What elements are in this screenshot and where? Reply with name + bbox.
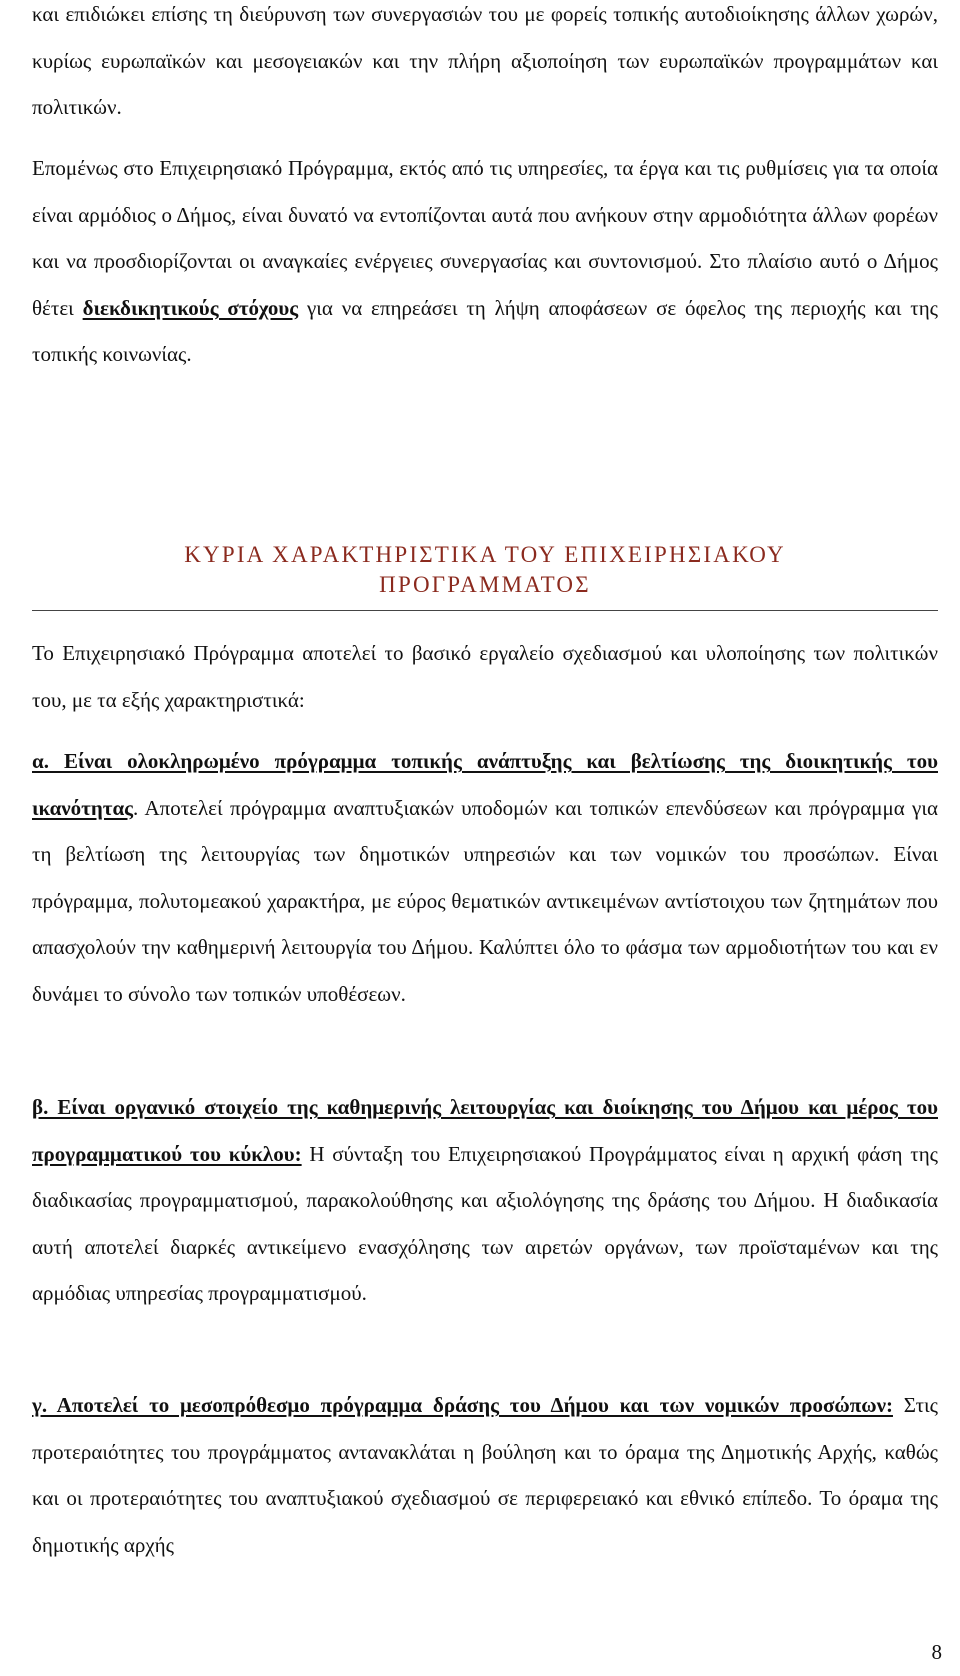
page-number: 8 <box>931 1640 942 1664</box>
paragraph-epomenos-text-1: Επομένως στο Επιχειρησιακό Πρόγραμμα, εκτός από τις υπηρεσίες, τα έργα και τις ρυθμίσεις για τα οποία είναι αρμόδιος ο Δήμος, είναι δυνατό να εντοπίζονται αυτά που ανήκουν στην αρμοδιότητα άλλων φορέων και να προσδιορίζονται οι αναγκαίες ενέργειες συνεργασίας και συντονισμού. Στο πλαίσιο αυτό ο Δήμος θέτει <box>32 156 938 320</box>
section-heading-line-1: ΚΥΡΙΑ ΧΑΡΑΚΤΗΡΙΣΤΙΚΑ ΤΟΥ ΕΠΙΧΕΙΡΗΣΙΑΚΟΥ <box>184 542 786 567</box>
heading-divider <box>32 610 938 611</box>
paragraph-intro: Το Επιχειρησιακό Πρόγραμμα αποτελεί το βασικό εργαλείο σχεδιασμού και υλοποίησης των πολιτικών του, με τα εξής χαρακτηριστικά: <box>32 641 938 712</box>
paragraph-c-text: Στις προτεραιότητες του προγράμματος αντανακλάται η βούληση και το όραμα της Δημοτικής Αρχής, καθώς και οι προτεραιότητες του αναπτυξιακού σχεδιασμού σε περιφερειακό και εθνικό επίπεδο. Το όραμα της δημοτικής αρχής <box>32 1393 938 1557</box>
paragraph-a <box>32 738 938 1018</box>
paragraph-epomenos-text-2: για να επηρεάσει τη λήψη αποφάσεων σε όφελος της περιοχής και της τοπικής κοινωνίας. <box>32 295 939 367</box>
paragraph-c <box>32 1382 938 1568</box>
paragraph-a-text: . Αποτελεί πρόγραμμα αναπτυξιακών υποδομών και τοπικών επενδύσεων και πρόγραμμα για τη βελτίωση της λειτουργίας των δημοτικών υπηρεσιών και των νομικών του προσώπων. Είναι πρόγραμμα, πολυτομεακού χαρακτήρα, με εύρος θεματικών αντικειμένων αντίστοιχου των ζητημάτων που απασχολούν την καθημερινή λειτουργία του Δήμου. Καλύπτει όλο το φάσμα των αρμοδιοτήτων του και εν δυνάμει το σύνολο των τοπικών υποθέσεων. <box>32 795 938 1006</box>
paragraph-continuation: και επιδιώκει επίσης τη διεύρυνση των συνεργασιών του με φορείς τοπικής αυτοδιοίκησης άλλων χωρών, κυρίως ευρωπαϊκών και μεσογειακών και την πλήρη αξιοποίηση των ευρωπαϊκών προγραμμάτων και πολιτικών. <box>32 2 938 120</box>
paragraph-c-bold: γ. Αποτελεί το μεσοπρόθεσμο πρόγραμμα δράσης του Δήμου και των νομικών προσώπων: <box>32 1393 893 1417</box>
paragraph-epomenos-bold: διεκδικητικούς στόχους <box>82 295 299 320</box>
paragraph-a-bold: α. Είναι ολοκληρωμένο πρόγραμμα τοπικής ανάπτυξης και βελτίωσης της διοικητικής του ικανότητας <box>32 749 938 820</box>
section-heading-line-2: ΠΡΟΓΡΑΜΜΑΤΟΣ <box>379 572 591 597</box>
paragraph-b <box>32 1084 938 1317</box>
paragraph-epomenos <box>32 145 938 378</box>
paragraph-b-text: Η σύνταξη του Επιχειρησιακού Προγράμματος είναι η αρχική φάση της διαδικασίας προγραμματισμού, παρακολούθησης και αξιολόγησης της δράσης του Δήμου. Η διαδικασία αυτή αποτελεί διαρκές αντικείμενο ενασχόλησης των αιρετών οργάνων, των προϊσταμένων και της αρμόδιας υπηρεσίας προγραμματισμού. <box>32 1141 938 1306</box>
section-heading <box>32 540 938 600</box>
paragraph-b-bold: β. Είναι οργανικό στοιχείο της καθημερινής λειτουργίας και διοίκησης του Δήμου και μέρος του προγραμματικού του κύκλου: <box>32 1095 938 1166</box>
